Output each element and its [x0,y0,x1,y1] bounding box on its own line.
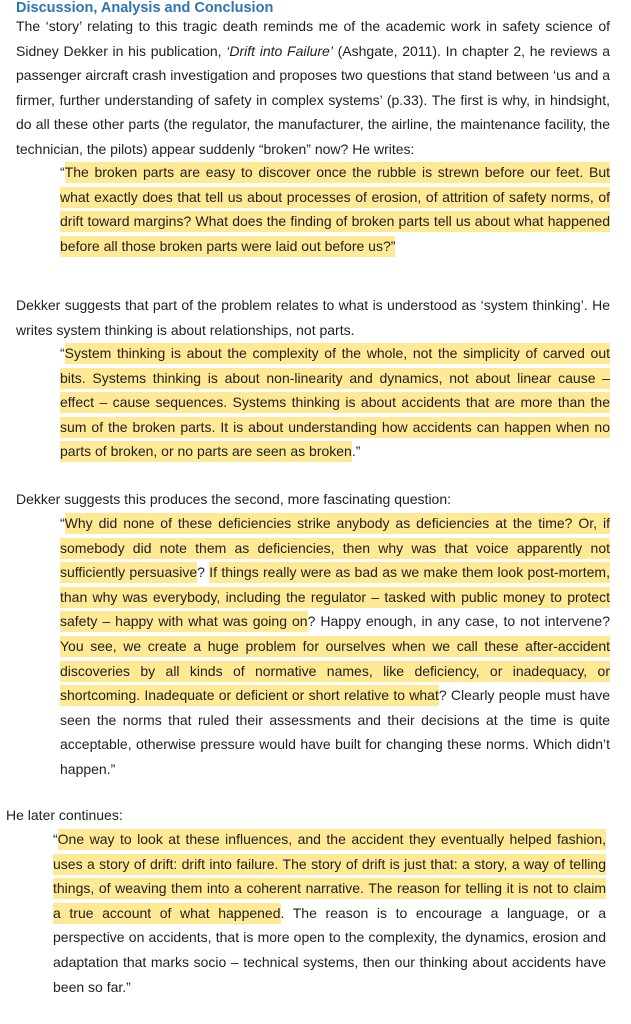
section-heading: Discussion, Analysis and Conclusion [16,0,274,16]
close-quote-mark: .” [351,443,361,460]
block-quote-broken-parts [60,160,610,258]
block-quote-story-of-drift [53,827,606,999]
intro-text-before-title: The ‘story’ relating to this tragic death reminds me of the academic work in safety science of Sidney Dekker in his publication, [16,18,610,59]
highlighted-text: If things really were as bad as we make them look post-mortem, than why was everybody, including the regulator – tasked with public money to protect safety – happy with what was going on [60,562,610,632]
plain-text: ? [197,564,210,581]
open-quote-mark: “ [60,345,65,361]
intro-text-after-title: (Ashgate, 2011). In chapter 2, he reviews a passenger aircraft crash investigation and proposes two questions that stand between ‘us and a firmer, further understanding of safety in complex systems’ (p.33). The first is why, in hindsight, do all these other parts (the regulator, the manufacturer, the airline, the maintenance facility, the technician, the pilots) appear suddenly “broken” now? He writes: [16,42,610,157]
system-thinking-paragraph: Dekker suggests that part of the problem relates to what is understood as ‘system thinking’. He writes system thinking is about relationships, not parts. [16,297,610,338]
plain-text: ? Clearly people must have seen the norms that ruled their assessments and their decisions at the time is quite acceptable, otherwise pressure would have built for changing these norms. Which didn’t happen.” [60,687,610,777]
block-quote-deficiencies [60,511,610,782]
open-quote-mark: “ [53,831,58,847]
later-continues-paragraph: He later continues: [6,807,123,823]
open-quote-mark: “ [60,164,65,180]
highlighted-text: You see, we create a huge problem for ourselves when we call these after-accident discoveries by all kinds of normative names, like deficiency, or inadequacy, or shortcoming. Inadequate or deficient or short relative to what [60,636,610,706]
highlighted-text: One way to look at these influences, and the accident they eventually helped fashion, uses a story of drift: drift into failure. The story of drift is just that: a story, a way of telling things, of weaving them into a coherent narrative. The reason for telling it is not to claim a true account of what happened [53,829,606,924]
highlighted-text: System thinking is about the complexity of the whole, not the simplicity of carved out bits. Systems thinking is about non-linearity and dynamics, not about linear cause – effect – cause sequences. Systems thinking is about accidents that are more than the sum of the broken parts. It is about understanding how accidents can happen when no parts of broken, or no parts are seen as broken [60,343,610,462]
plain-text: ? Happy enough, in any case, to not intervene? [307,613,610,630]
highlighted-text: The broken parts are easy to discover once the rubble is strewn before our feet. But what exactly does that tell us about processes of erosion, of attrition of safety norms, of drift toward margins? What does the finding of broken parts tell us about what happened before all those broken parts were laid out before us?” [60,162,610,257]
plain-text: . The reason is to encourage a language, or a perspective on accidents, that is more open to the complexity, the dynamics, erosion and adaptation that marks socio – technical systems, then our thinking about accidents have been so far.” [53,904,606,995]
book-title: ‘Drift into Failure’ [226,42,333,59]
block-quote-system-thinking [60,341,610,464]
intro-paragraph [16,14,610,162]
highlighted-text: Why did none of these deficiencies strike anybody as deficiencies at the time? Or, if somebody did note them as deficiencies, then why was that voice apparently not sufficiently persuasive [60,513,610,583]
second-question-paragraph: Dekker suggests this produces the second, more fascinating question: [16,491,452,507]
open-quote-mark: “ [60,515,65,531]
